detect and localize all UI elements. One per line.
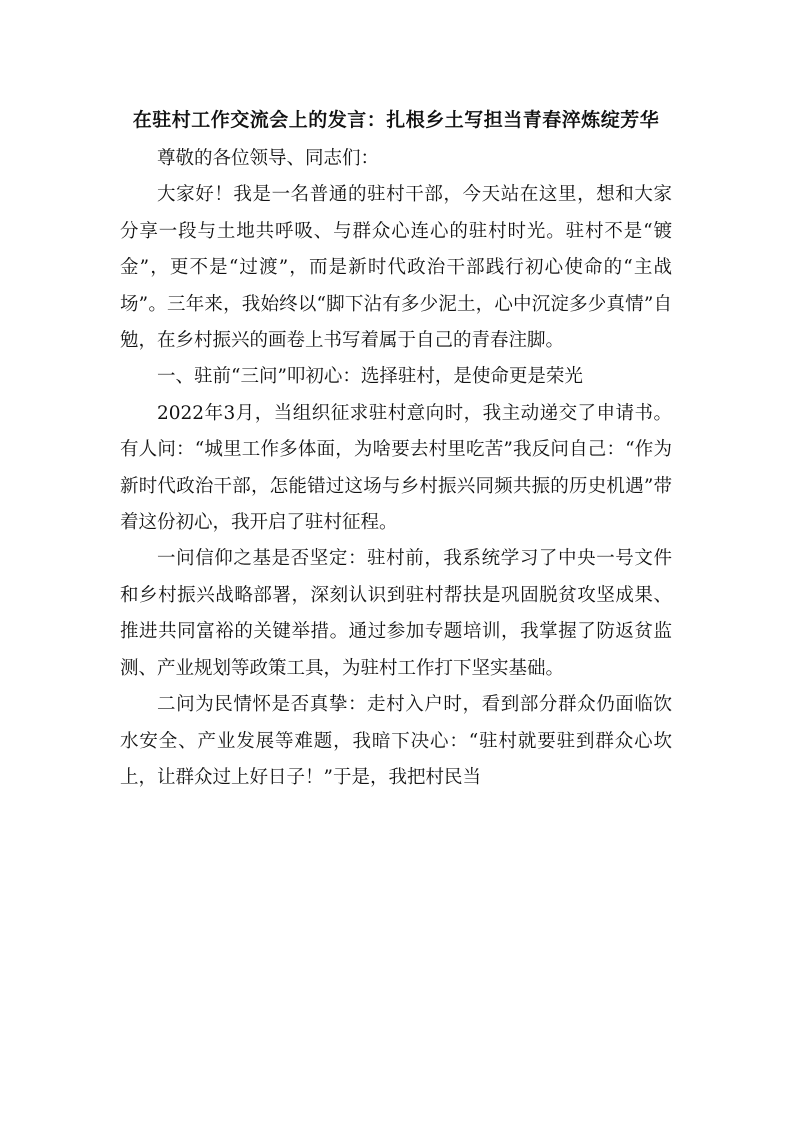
paragraph-application: 2022年3月，当组织征求驻村意向时，我主动递交了申请书。有人问：“城里工作多体面，为啥要去村里吃苦”我反问自己：“作为新时代政治干部，怎能错过这场与乡村振兴同频共振的历史机遇”带着这份初心，我开启了驻村征程。 <box>120 402 672 534</box>
paragraph-intro: 大家好！我是一名普通的驻村干部，今天站在这里，想和大家分享一段与土地共呼吸、与群众心连心的驻村时光。驻村不是“镀金”，更不是“过渡”，而是新时代政治干部践行初心使命的“主战场”。三年来，我始终以“脚下沾有多少泥土，心中沉淀多少真情”自勉，在乡村振兴的画卷上书写着属于自己的青春注脚。 <box>120 184 672 352</box>
paragraph-compassion: 二问为民情怀是否真挚：走村入户时，看到部分群众仍面临饮水安全、产业发展等难题，我暗下决心：“驻村就要驻到群众心坎上，让群众过上好日子！”于是，我把村民当 <box>120 694 672 788</box>
salutation: 尊敬的各位领导、同志们： <box>157 148 380 169</box>
document-body <box>120 99 672 796</box>
document-title: 在驻村工作交流会上的发言：扎根乡土写担当青春淬炼绽芳华 <box>132 109 660 131</box>
section-heading-1: 一、驻前“三问”叩初心：选择驻村，是使命更是荣光 <box>157 366 583 388</box>
paragraph-belief: 一问信仰之基是否坚定：驻村前，我系统学习了中央一号文件和乡村振兴战略部署，深刻认识到驻村帮扶是巩固脱贫攻坚成果、推进共同富裕的关键举措。通过参加专题培训，我掌握了防返贫监测、产业规划等政策工具，为驻村工作打下坚实基础。 <box>120 548 672 679</box>
